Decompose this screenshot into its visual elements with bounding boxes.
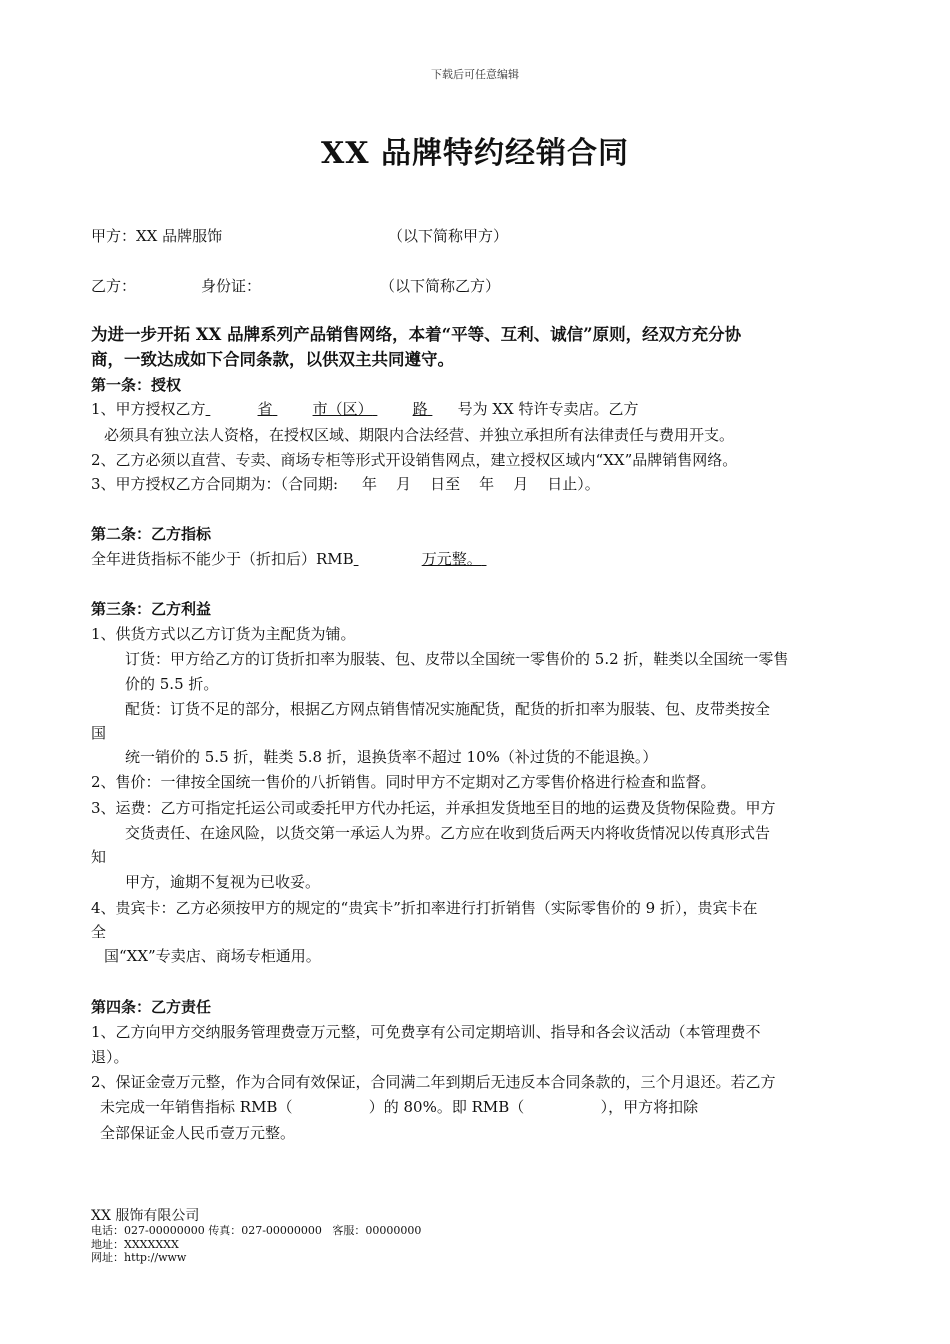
- party-a-abbr: （以下简称甲方）: [388, 227, 509, 245]
- province-label: 省: [257, 400, 273, 418]
- article-4-line-3: 2、保证金壹万元整，作为合同有效保证，合同满二年到期后无违反本合同条款的，三个月退还。若乙方: [91, 1073, 776, 1091]
- article-3-line-14: 国“XX”专卖店、商场专柜通用。: [104, 947, 321, 965]
- article-2-trailing-blank: [482, 547, 490, 571]
- article-4-line-2: 退）。: [91, 1048, 129, 1066]
- article-1-line-4: 3、甲方授权乙方合同期为：（合同期: 年 月 日至 年 月 日止）。: [91, 475, 600, 493]
- article-1-line-1: [91, 397, 639, 421]
- article-3-line-9: 交货责任、在途风险，以货交第一承运人为界。乙方应在收到货后两天内将收货情况以传真形式告: [125, 824, 771, 842]
- article-3-line-3: 价的 5.5 折。: [125, 675, 219, 693]
- article-1-heading: 第一条：授权: [91, 376, 182, 394]
- article-3-heading: 第三条：乙方利益: [91, 600, 212, 618]
- article-4-line-5: 全部保证金人民币壹万元整。: [100, 1124, 296, 1142]
- article-3-line-13: 全: [91, 923, 107, 941]
- article-3-line-4: 配货：订货不足的部分，根据乙方网点销售情况实施配货，配货的折扣率为服装、包、皮带类按全: [125, 700, 771, 718]
- road-blank: [428, 397, 458, 421]
- road-label: 路: [412, 400, 428, 418]
- article-3-line-11: 甲方，逾期不复视为已收妥。: [125, 873, 321, 891]
- article-3-line-6: 统一销价的 5.5 折，鞋类 5.8 折，退换货率不超过 10%（补过货的不能退换。）: [125, 748, 658, 766]
- footer-company: XX 服饰有限公司: [91, 1208, 200, 1224]
- footer-contact: 电话：027-00000000 传真：027-00000000 客服：00000000: [91, 1224, 422, 1237]
- footer-address: 地址：XXXXXXX: [91, 1238, 179, 1251]
- article-1-line-1-prefix: 1、甲方授权乙方: [91, 400, 206, 418]
- article-3-line-10: 知: [91, 848, 107, 866]
- article-1-line-1-suffix: 号为 XX 特许专卖店。乙方: [457, 400, 639, 418]
- party-b-abbr: （以下简称乙方）: [380, 277, 501, 295]
- article-2-line-1-suffix: 万元整。: [421, 550, 482, 568]
- intro-line-1: 为进一步开拓 XX 品牌系列产品销售网络，本着“平等、互利、诚信”原则，经双方充分协: [91, 325, 742, 344]
- city-blank: [273, 397, 313, 421]
- party-a-label: 甲方：XX 品牌服饰: [91, 227, 223, 245]
- header-note: 下载后可任意编辑: [431, 68, 519, 81]
- footer-website: 网址：http://www: [91, 1251, 187, 1264]
- article-1-line-2: 必须具有独立法人资格，在授权区域、期限内合法经营、并独立承担所有法律责任与费用开支。: [104, 426, 735, 444]
- article-1-line-3: 2、乙方必须以直营、专卖、商场专柜等形式开设销售网点，建立授权区域内“XX”品牌销售网络。: [91, 451, 738, 469]
- district-blank: [373, 397, 413, 421]
- party-b-label: 乙方：: [91, 277, 137, 295]
- party-b-id-label: 身份证：: [201, 277, 262, 295]
- article-3-line-1: 1、供货方式以乙方订货为主配货为铺。: [91, 625, 356, 643]
- target-amount-blank: [354, 547, 422, 571]
- article-4-line-4: 未完成一年销售指标 RMB（ ）的 80%。即 RMB（ ），甲方将扣除: [100, 1098, 699, 1116]
- article-3-line-2: 订货：甲方给乙方的订货折扣率为服装、包、皮带以全国统一零售价的 5.2 折，鞋类以全国统一零售: [125, 650, 789, 668]
- article-4-heading: 第四条：乙方责任: [91, 998, 212, 1016]
- article-3-line-12: 4、贵宾卡：乙方必须按甲方的规定的“贵宾卡”折扣率进行打折销售（实际零售价的 9 折），贵宾卡在: [91, 899, 758, 917]
- article-3-line-7: 2、售价：一律按全国统一售价的八折销售。同时甲方不定期对乙方零售价格进行检查和监督。: [91, 773, 716, 791]
- article-2-heading: 第二条：乙方指标: [91, 525, 212, 543]
- article-2-line-1: [91, 547, 490, 571]
- article-4-line-1: 1、乙方向甲方交纳服务管理费壹万元整，可免费享有公司定期培训、指导和各会议活动（本管理费不: [91, 1023, 761, 1041]
- article-3-line-8: 3、运费：乙方可指定托运公司或委托甲方代办托运，并承担发货地至目的地的运费及货物保险费。甲方: [91, 799, 776, 817]
- city-label: 市（区）: [312, 400, 373, 418]
- article-3-line-5: 国: [91, 724, 107, 742]
- article-2-line-1-prefix: 全年进货指标不能少于（折扣后）RMB: [91, 550, 354, 568]
- document-title: XX 品牌特约经销合同: [321, 136, 629, 171]
- province-blank: [206, 397, 258, 421]
- intro-line-2: 商，一致达成如下合同条款，以供双主共同遵守。: [91, 350, 454, 369]
